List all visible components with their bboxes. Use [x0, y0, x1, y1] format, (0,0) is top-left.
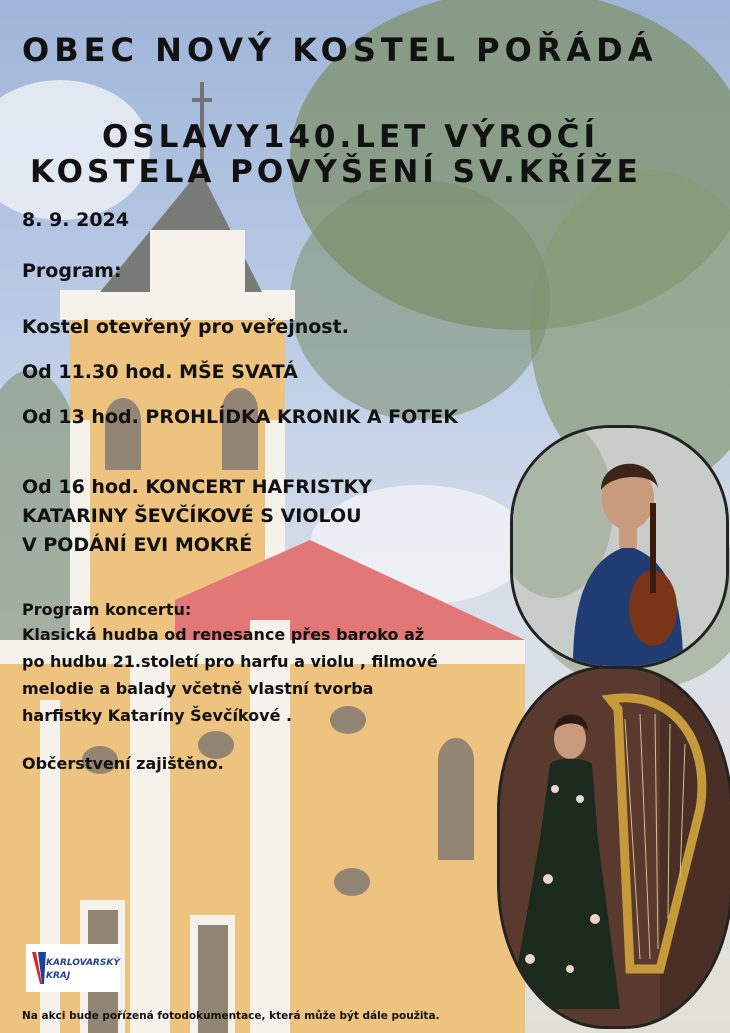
concert-program-line: harfistky Kataríny Ševčíkové . — [22, 706, 293, 725]
program-item: Kostel otevřený pro veřejnost. — [22, 316, 349, 338]
refreshment-note: Občerstvení zajištěno. — [22, 754, 224, 773]
karlovarsky-kraj-logo — [26, 944, 120, 992]
concert-line: V PODÁNÍ EVI MOKRÉ — [22, 534, 253, 556]
event-title-line-2: KOSTELA POVÝŠENÍ SV.KŘÍŽE — [30, 154, 642, 190]
concert-line: KATARINY ŠEVČÍKOVÉ S VIOLOU — [22, 505, 362, 527]
footer-note: Na akci bude pořízená fotodokumentace, která může být dále použita. — [22, 1010, 440, 1022]
event-date: 8. 9. 2024 — [22, 209, 129, 231]
concert-program-heading: Program koncertu: — [22, 600, 192, 619]
program-item: Od 11.30 hod. MŠE SVATÁ — [22, 361, 298, 383]
concert-program-line: po hudbu 21.století pro harfu a violu , filmové — [22, 652, 438, 671]
program-heading: Program: — [22, 260, 122, 282]
logo-text-line1: KARLOVARSKÝ — [46, 958, 120, 968]
logo-text-line2: KRAJ — [46, 971, 71, 981]
violinist-photo — [510, 425, 729, 669]
event-title-line-1: OSLAVY140.LET VÝROČÍ — [102, 119, 600, 155]
concert-program-line: Klasická hudba od renesance přes baroko až — [22, 625, 425, 644]
concert-line: Od 16 hod. KONCERT HAFRISTKY — [22, 476, 373, 498]
organizer-line: OBEC NOVÝ KOSTEL POŘÁDÁ — [22, 31, 658, 69]
concert-program-line: melodie a balady včetně vlastní tvorba — [22, 679, 374, 698]
program-item: Od 13 hod. PROHLÍDKA KRONIK A FOTEK — [22, 406, 458, 428]
harpist-photo — [497, 666, 730, 1029]
